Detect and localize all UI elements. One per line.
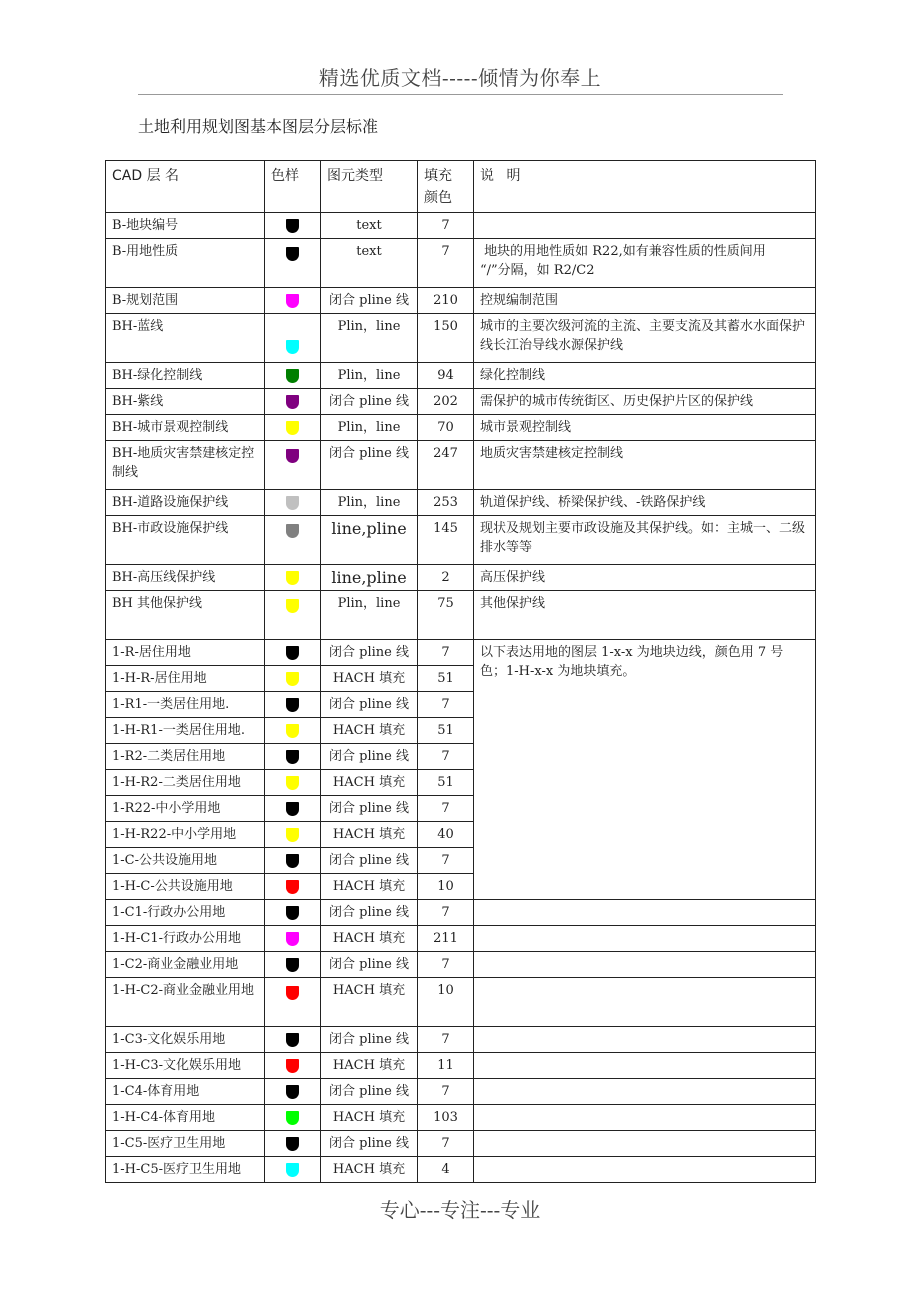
color-swatch-icon <box>286 294 299 308</box>
swatch-cell <box>265 213 321 239</box>
layer-description <box>474 213 816 239</box>
document-title: 土地利用规划图基本图层分层标准 <box>138 117 379 136</box>
layer-name: BH-紫线 <box>106 389 265 415</box>
table-row <box>106 314 816 363</box>
table-row <box>106 1131 816 1157</box>
entity-type: HACH 填充 <box>321 1105 418 1131</box>
entity-type: 闭合 pline 线 <box>321 441 418 490</box>
entity-type: Plin，line <box>321 314 418 363</box>
table-row <box>106 441 816 490</box>
layer-name: 1-C4-体育用地 <box>106 1079 265 1105</box>
table-row <box>106 363 816 389</box>
layer-name: 1-H-C-公共设施用地 <box>106 874 265 900</box>
entity-type: Plin，line <box>321 591 418 640</box>
page-footer: 专心---专注---专业 <box>379 1198 541 1222</box>
table-row <box>106 952 816 978</box>
entity-type: 闭合 pline 线 <box>321 952 418 978</box>
fill-color-value: 7 <box>418 952 474 978</box>
layer-name: 1-C5-医疗卫生用地 <box>106 1131 265 1157</box>
layer-name: 1-H-C2-商业金融业用地 <box>106 978 265 1027</box>
layer-name: B-用地性质 <box>106 239 265 288</box>
layer-description: 地质灾害禁建核定控制线 <box>474 441 816 490</box>
swatch-cell <box>265 441 321 490</box>
color-swatch-icon <box>286 880 299 894</box>
swatch-cell <box>265 1157 321 1183</box>
fill-color-value: 75 <box>418 591 474 640</box>
layer-description <box>474 926 816 952</box>
color-swatch-icon <box>286 1111 299 1125</box>
layer-description: 需保护的城市传统街区、历史保护片区的保护线 <box>474 389 816 415</box>
fill-color-value: 51 <box>418 770 474 796</box>
swatch-cell <box>265 1053 321 1079</box>
layer-name: 1-C2-商业金融业用地 <box>106 952 265 978</box>
page-header: 精选优质文档-----倾情为你奉上 <box>318 66 602 90</box>
swatch-cell <box>265 640 321 666</box>
swatch-cell <box>265 516 321 565</box>
fill-color-value: 7 <box>418 796 474 822</box>
color-swatch-icon <box>286 672 299 686</box>
layer-description: 控规编制范围 <box>474 288 816 314</box>
layer-description <box>474 1027 816 1053</box>
color-swatch-icon <box>286 1085 299 1099</box>
swatch-cell <box>265 490 321 516</box>
color-swatch-icon <box>286 599 299 613</box>
entity-type: text <box>321 213 418 239</box>
layer-description: 地块的用地性质如 R22,如有兼容性质的性质间用 “/”分隔，如 R2/C2 <box>474 239 816 288</box>
layer-name: 1-H-C5-医疗卫生用地 <box>106 1157 265 1183</box>
layer-name: BH 其他保护线 <box>106 591 265 640</box>
swatch-cell <box>265 239 321 288</box>
layer-description: 现状及规划主要市政设施及其保护线。如：主城一、二级排水等等 <box>474 516 816 565</box>
table-row <box>106 1105 816 1131</box>
entity-type: HACH 填充 <box>321 874 418 900</box>
color-swatch-icon <box>286 496 299 510</box>
swatch-cell <box>265 565 321 591</box>
entity-type: 闭合 pline 线 <box>321 1131 418 1157</box>
color-swatch-icon <box>286 524 299 538</box>
layer-name: 1-R2-二类居住用地 <box>106 744 265 770</box>
entity-type: 闭合 pline 线 <box>321 692 418 718</box>
layer-description: 城市景观控制线 <box>474 415 816 441</box>
layer-description <box>474 1131 816 1157</box>
swatch-cell <box>265 1131 321 1157</box>
layer-name: 1-H-C4-体育用地 <box>106 1105 265 1131</box>
fill-color-value: 40 <box>418 822 474 848</box>
swatch-cell <box>265 718 321 744</box>
color-swatch-icon <box>286 571 299 585</box>
fill-color-value: 7 <box>418 900 474 926</box>
entity-type: 闭合 pline 线 <box>321 744 418 770</box>
fill-color-value: 210 <box>418 288 474 314</box>
layer-name: BH-绿化控制线 <box>106 363 265 389</box>
layer-name: 1-C3-文化娱乐用地 <box>106 1027 265 1053</box>
entity-type: HACH 填充 <box>321 978 418 1027</box>
table-row <box>106 415 816 441</box>
table-row <box>106 1053 816 1079</box>
layer-description: 高压保护线 <box>474 565 816 591</box>
entity-type: Plin，line <box>321 363 418 389</box>
table-row <box>106 640 816 666</box>
layer-name: B-规划范围 <box>106 288 265 314</box>
color-swatch-icon <box>286 906 299 920</box>
color-swatch-icon <box>286 932 299 946</box>
layer-name: 1-R-居住用地 <box>106 640 265 666</box>
swatch-cell <box>265 692 321 718</box>
entity-type: 闭合 pline 线 <box>321 288 418 314</box>
layer-name: BH-城市景观控制线 <box>106 415 265 441</box>
swatch-cell <box>265 415 321 441</box>
color-swatch-icon <box>286 1033 299 1047</box>
header-description: 说 明 <box>474 161 816 213</box>
layer-description: 以下表达用地的图层 1-x-x 为地块边线，颜色用 7 号色；1-H-x-x 为地块填充。 <box>474 640 816 900</box>
entity-type: HACH 填充 <box>321 666 418 692</box>
fill-color-value: 4 <box>418 1157 474 1183</box>
entity-type: line,pline <box>321 516 418 565</box>
fill-color-value: 7 <box>418 692 474 718</box>
header-entity-type: 图元类型 <box>321 161 418 213</box>
swatch-cell <box>265 900 321 926</box>
swatch-cell <box>265 848 321 874</box>
fill-color-value: 51 <box>418 666 474 692</box>
fill-color-value: 10 <box>418 978 474 1027</box>
header-layer-name: CAD 层 名 <box>106 161 265 213</box>
fill-color-value: 70 <box>418 415 474 441</box>
layer-description <box>474 1105 816 1131</box>
fill-color-value: 11 <box>418 1053 474 1079</box>
color-swatch-icon <box>286 828 299 842</box>
fill-color-value: 2 <box>418 565 474 591</box>
color-swatch-icon <box>286 958 299 972</box>
swatch-cell <box>265 363 321 389</box>
layer-name: 1-H-R22-中小学用地 <box>106 822 265 848</box>
entity-type: HACH 填充 <box>321 1157 418 1183</box>
layer-name: 1-R22-中小学用地 <box>106 796 265 822</box>
layer-name: 1-H-R-居住用地 <box>106 666 265 692</box>
fill-color-value: 7 <box>418 239 474 288</box>
swatch-cell <box>265 314 321 363</box>
swatch-cell <box>265 822 321 848</box>
table-header-row <box>106 161 816 213</box>
fill-color-value: 247 <box>418 441 474 490</box>
fill-color-value: 7 <box>418 1027 474 1053</box>
table-row <box>106 565 816 591</box>
layer-description <box>474 1157 816 1183</box>
layer-name: 1-H-C3-文化娱乐用地 <box>106 1053 265 1079</box>
color-swatch-icon <box>286 776 299 790</box>
table-row <box>106 1027 816 1053</box>
layer-name: BH-道路设施保护线 <box>106 490 265 516</box>
layer-description <box>474 952 816 978</box>
header-divider <box>138 94 783 95</box>
layer-name: 1-H-C1-行政办公用地 <box>106 926 265 952</box>
entity-type: 闭合 pline 线 <box>321 389 418 415</box>
color-swatch-icon <box>286 1163 299 1177</box>
fill-color-value: 7 <box>418 848 474 874</box>
layer-description: 城市的主要次级河流的主流、主要支流及其蓄水水面保护线长江治导线水源保护线 <box>474 314 816 363</box>
table-row <box>106 490 816 516</box>
color-swatch-icon <box>286 421 299 435</box>
color-swatch-icon <box>286 395 299 409</box>
entity-type: HACH 填充 <box>321 718 418 744</box>
color-swatch-icon <box>286 449 299 463</box>
entity-type: text <box>321 239 418 288</box>
swatch-cell <box>265 874 321 900</box>
color-swatch-icon <box>286 802 299 816</box>
swatch-cell <box>265 770 321 796</box>
fill-color-value: 253 <box>418 490 474 516</box>
fill-color-value: 10 <box>418 874 474 900</box>
fill-color-value: 202 <box>418 389 474 415</box>
swatch-cell <box>265 952 321 978</box>
layer-name: BH-地质灾害禁建核定控制线 <box>106 441 265 490</box>
fill-color-value: 211 <box>418 926 474 952</box>
swatch-cell <box>265 288 321 314</box>
fill-color-value: 103 <box>418 1105 474 1131</box>
table-row <box>106 978 816 1027</box>
fill-color-value: 7 <box>418 213 474 239</box>
table-row <box>106 1157 816 1183</box>
color-swatch-icon <box>286 369 299 383</box>
entity-type: 闭合 pline 线 <box>321 900 418 926</box>
fill-color-value: 7 <box>418 744 474 770</box>
swatch-cell <box>265 1105 321 1131</box>
entity-type: HACH 填充 <box>321 1053 418 1079</box>
header-fill-line2: 颜色 <box>424 190 452 206</box>
layer-description: 绿化控制线 <box>474 363 816 389</box>
layer-name: 1-R1-一类居住用地. <box>106 692 265 718</box>
layer-description <box>474 900 816 926</box>
fill-color-value: 150 <box>418 314 474 363</box>
entity-type: 闭合 pline 线 <box>321 848 418 874</box>
swatch-cell <box>265 796 321 822</box>
table-row <box>106 1079 816 1105</box>
entity-type: Plin，line <box>321 490 418 516</box>
swatch-cell <box>265 926 321 952</box>
swatch-cell <box>265 666 321 692</box>
table-row <box>106 288 816 314</box>
entity-type: HACH 填充 <box>321 822 418 848</box>
layer-description: 轨道保护线、桥梁保护线、-铁路保护线 <box>474 490 816 516</box>
color-swatch-icon <box>286 698 299 712</box>
color-swatch-icon <box>286 750 299 764</box>
table-row <box>106 239 816 288</box>
color-swatch-icon <box>286 219 299 233</box>
table-row <box>106 900 816 926</box>
table-row <box>106 516 816 565</box>
fill-color-value: 51 <box>418 718 474 744</box>
entity-type: 闭合 pline 线 <box>321 1027 418 1053</box>
swatch-cell <box>265 744 321 770</box>
swatch-cell <box>265 591 321 640</box>
color-swatch-icon <box>286 724 299 738</box>
header-fill-line1: 填充 <box>424 168 452 184</box>
table-row <box>106 213 816 239</box>
swatch-cell <box>265 1079 321 1105</box>
layer-name: BH-市政设施保护线 <box>106 516 265 565</box>
layer-description <box>474 978 816 1027</box>
layer-name: 1-H-R2-二类居住用地 <box>106 770 265 796</box>
color-swatch-icon <box>286 247 299 261</box>
entity-type: line,pline <box>321 565 418 591</box>
color-swatch-icon <box>286 340 299 354</box>
layer-name: BH-高压线保护线 <box>106 565 265 591</box>
fill-color-value: 7 <box>418 640 474 666</box>
color-swatch-icon <box>286 1059 299 1073</box>
layer-description: 其他保护线 <box>474 591 816 640</box>
table-row <box>106 591 816 640</box>
layer-name: 1-H-R1-一类居住用地. <box>106 718 265 744</box>
layer-description <box>474 1053 816 1079</box>
entity-type: 闭合 pline 线 <box>321 796 418 822</box>
swatch-cell <box>265 1027 321 1053</box>
color-swatch-icon <box>286 986 299 1000</box>
fill-color-value: 7 <box>418 1131 474 1157</box>
layer-standard-table <box>105 160 816 1183</box>
entity-type: HACH 填充 <box>321 926 418 952</box>
header-swatch: 色样 <box>265 161 321 213</box>
entity-type: 闭合 pline 线 <box>321 1079 418 1105</box>
color-swatch-icon <box>286 646 299 660</box>
entity-type: Plin，line <box>321 415 418 441</box>
table-row <box>106 926 816 952</box>
swatch-cell <box>265 978 321 1027</box>
fill-color-value: 7 <box>418 1079 474 1105</box>
layer-name: 1-C1-行政办公用地 <box>106 900 265 926</box>
color-swatch-icon <box>286 854 299 868</box>
header-fill-color <box>418 161 474 213</box>
fill-color-value: 145 <box>418 516 474 565</box>
layer-name: 1-C-公共设施用地 <box>106 848 265 874</box>
color-swatch-icon <box>286 1137 299 1151</box>
entity-type: HACH 填充 <box>321 770 418 796</box>
fill-color-value: 94 <box>418 363 474 389</box>
swatch-cell <box>265 389 321 415</box>
layer-name: BH-蓝线 <box>106 314 265 363</box>
table-row <box>106 389 816 415</box>
layer-description <box>474 1079 816 1105</box>
entity-type: 闭合 pline 线 <box>321 640 418 666</box>
layer-name: B-地块编号 <box>106 213 265 239</box>
